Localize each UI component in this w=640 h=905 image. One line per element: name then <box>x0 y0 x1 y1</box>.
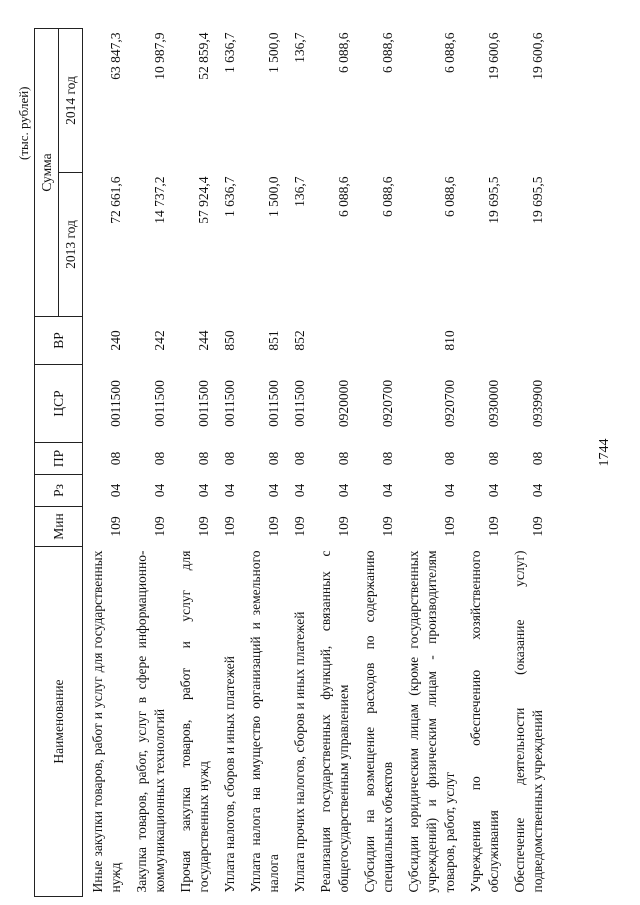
table-body <box>83 28 550 896</box>
row-csr: 0930000 <box>486 379 501 428</box>
row-vr: 851 <box>266 330 281 351</box>
row-name: Уплата прочих налогов, сборов и иных платежей <box>292 611 307 893</box>
row-name: Субсидии на возмещение расходов по содержанию специальных объектов <box>362 550 395 893</box>
row-pr: 08 <box>266 451 281 466</box>
row-pr: 08 <box>336 451 351 466</box>
row-name: Закупка товаров, работ, услуг в сфере информационно-коммуникационных технологий <box>134 550 167 893</box>
row-amount-2014: 6 088,6 <box>442 32 457 73</box>
row-amount-2014: 136,7 <box>292 32 307 63</box>
row-vr <box>505 317 549 365</box>
row-pr: 08 <box>108 451 123 466</box>
row-min: 109 <box>530 516 545 537</box>
row-rz: 04 <box>108 483 123 498</box>
table-row <box>399 28 461 896</box>
row-vr: 810 <box>442 330 457 351</box>
row-rz: 04 <box>292 483 307 498</box>
row-name: Обеспечение деятельности (оказание услуг) подведомственных учреждений <box>512 550 545 893</box>
row-rz: 04 <box>380 483 395 498</box>
row-min: 109 <box>266 516 281 537</box>
row-vr: 242 <box>152 330 167 351</box>
row-rz: 04 <box>266 483 281 498</box>
table-row <box>241 28 285 896</box>
row-csr: 0920000 <box>336 379 351 428</box>
row-vr: 852 <box>292 330 307 351</box>
row-pr: 08 <box>442 451 457 466</box>
row-rz: 04 <box>442 483 457 498</box>
header-pr: ПР <box>35 443 83 475</box>
row-name: Учреждения по обеспечению хозяйственного обслуживания <box>468 550 501 893</box>
table-row <box>355 28 399 896</box>
row-amount-2013: 19 695,5 <box>486 176 501 224</box>
table-row <box>171 28 215 896</box>
row-name: Уплата налогов, сборов и иных платежей <box>222 656 237 893</box>
row-rz: 04 <box>336 483 351 498</box>
row-name: Прочая закупка товаров, работ и услуг для государственных нужд <box>178 550 211 893</box>
row-amount-2013: 14 737,2 <box>152 176 167 224</box>
row-pr: 08 <box>196 451 211 466</box>
page-number: 1744 <box>597 438 612 467</box>
row-pr: 08 <box>530 451 545 466</box>
row-name: Субсидии юридическим лицам (кроме государственных учреждений) и физическим лицам - производителям товаров, работ, услуг <box>406 550 457 893</box>
row-amount-2014: 10 987,9 <box>152 32 167 80</box>
table-row <box>505 28 549 896</box>
row-csr: 0011500 <box>196 380 211 427</box>
row-amount-2013: 72 661,6 <box>108 176 123 224</box>
row-min: 109 <box>222 516 237 537</box>
row-amount-2013: 1 636,7 <box>222 176 237 217</box>
row-amount-2013: 6 088,6 <box>336 176 351 217</box>
row-csr: 0920700 <box>442 379 457 428</box>
header-csr: ЦСР <box>35 365 83 443</box>
header-min: Мин <box>35 507 83 547</box>
header-name: Наименование <box>35 547 83 897</box>
table-row <box>285 28 311 896</box>
row-vr: 850 <box>222 330 237 351</box>
row-amount-2014: 52 859,4 <box>196 32 211 80</box>
row-vr: 244 <box>196 330 211 351</box>
table-row <box>215 28 241 896</box>
row-csr: 0011500 <box>292 380 307 427</box>
unit-note: (тыс. рублей) <box>16 86 31 160</box>
row-min: 109 <box>442 516 457 537</box>
row-pr: 08 <box>486 451 501 466</box>
budget-table <box>34 28 549 897</box>
row-rz: 04 <box>152 483 167 498</box>
row-pr: 08 <box>380 451 395 466</box>
row-min: 109 <box>380 516 395 537</box>
row-csr: 0011500 <box>266 380 281 427</box>
row-csr: 0011500 <box>152 380 167 427</box>
row-amount-2014: 1 500,0 <box>266 32 281 73</box>
row-vr <box>461 317 505 365</box>
row-vr <box>311 317 355 365</box>
row-vr: 240 <box>108 330 123 351</box>
table-row <box>127 28 171 896</box>
row-min: 109 <box>292 516 307 537</box>
row-amount-2014: 19 600,6 <box>486 32 501 80</box>
row-min: 109 <box>108 516 123 537</box>
row-name: Уплата налога на имущество организаций и земельного налога <box>248 550 281 893</box>
row-min: 109 <box>196 516 211 537</box>
row-amount-2013: 1 500,0 <box>266 176 281 217</box>
row-min: 109 <box>486 516 501 537</box>
row-rz: 04 <box>530 483 545 498</box>
row-amount-2014: 19 600,6 <box>530 32 545 80</box>
row-rz: 04 <box>196 483 211 498</box>
row-csr: 0011500 <box>108 380 123 427</box>
row-rz: 04 <box>222 483 237 498</box>
row-pr: 08 <box>292 451 307 466</box>
row-name: Иные закупки товаров, работ и услуг для государственных нужд <box>90 550 123 893</box>
row-csr: 0011500 <box>222 380 237 427</box>
table-row <box>311 28 355 896</box>
header-year-2013: 2013 год <box>59 173 83 317</box>
row-min: 109 <box>336 516 351 537</box>
row-amount-2013: 6 088,6 <box>380 176 395 217</box>
row-amount-2014: 1 636,7 <box>222 32 237 73</box>
row-amount-2013: 57 924,4 <box>196 176 211 224</box>
row-min: 109 <box>152 516 167 537</box>
row-pr: 08 <box>222 451 237 466</box>
row-amount-2013: 6 088,6 <box>442 176 457 217</box>
row-pr: 08 <box>152 451 167 466</box>
table-row <box>83 28 128 896</box>
row-csr: 0939900 <box>530 379 545 428</box>
table-header <box>35 28 83 896</box>
table-row <box>461 28 505 896</box>
header-rz: Рз <box>35 475 83 507</box>
row-amount-2014: 6 088,6 <box>336 32 351 73</box>
row-name: Реализация государственных функций, связанных с общегосударственным управлением <box>318 550 351 893</box>
header-sum: Сумма <box>35 28 59 316</box>
row-amount-2014: 63 847,3 <box>108 32 123 80</box>
header-year-2014: 2014 год <box>59 28 83 172</box>
row-amount-2013: 136,7 <box>292 176 307 207</box>
row-vr <box>355 317 399 365</box>
header-vr: ВР <box>35 317 83 365</box>
row-amount-2014: 6 088,6 <box>380 32 395 73</box>
row-rz: 04 <box>486 483 501 498</box>
row-amount-2013: 19 695,5 <box>530 176 545 224</box>
row-csr: 0920700 <box>380 379 395 428</box>
